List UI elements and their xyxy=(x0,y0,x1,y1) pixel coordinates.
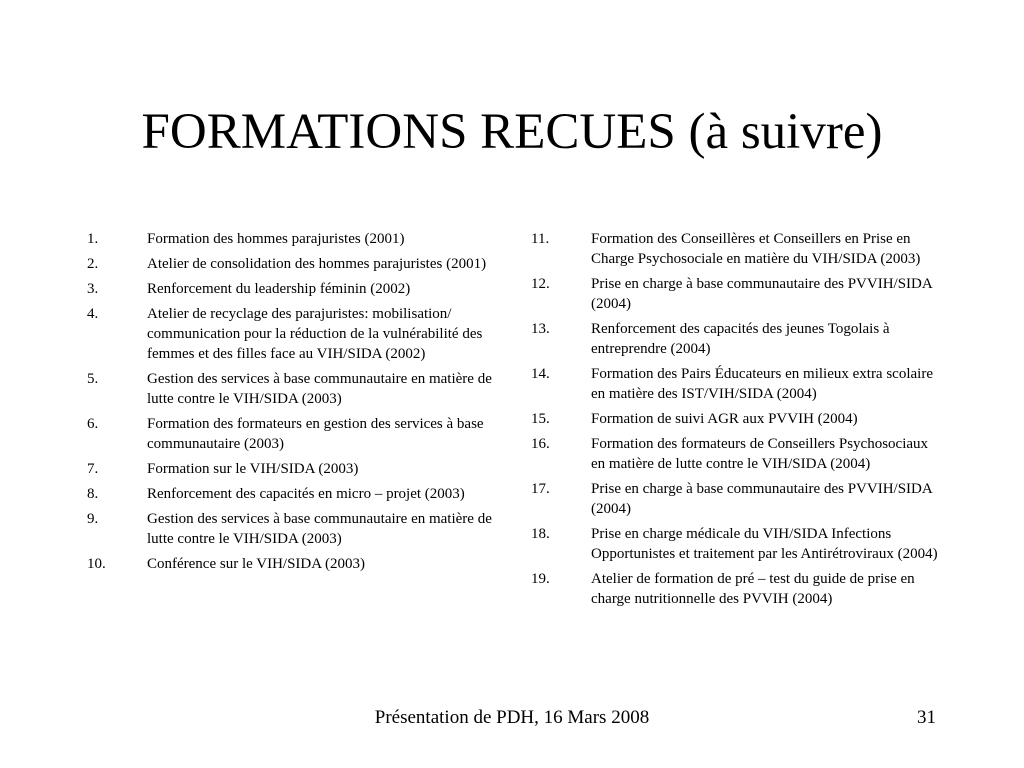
item-text: Atelier de consolidation des hommes parajuristes (2001) xyxy=(147,256,487,272)
list-item xyxy=(531,434,941,474)
item-text: Gestion des services à base communautaire en matière de lutte contre le VIH/SIDA (2003) xyxy=(147,511,492,547)
item-text: Conférence sur le VIH/SIDA (2003) xyxy=(147,556,366,572)
page-number: 31 xyxy=(917,707,936,728)
list-item xyxy=(87,414,497,454)
list-item xyxy=(531,364,941,404)
item-text: Prise en charge médicale du VIH/SIDA Infections Opportunistes et traitement par les Antirétroviraux (2004) xyxy=(591,526,938,562)
item-number: 5. xyxy=(87,371,99,387)
item-text: Formation des formateurs en gestion des services à base communautaire (2003) xyxy=(147,416,484,452)
list-item xyxy=(87,459,497,479)
list-item xyxy=(531,409,941,429)
item-number: 14. xyxy=(531,366,550,382)
list-item xyxy=(87,509,497,549)
item-number: 16. xyxy=(531,436,550,452)
item-text: Renforcement du leadership féminin (2002) xyxy=(147,281,411,297)
list-item xyxy=(531,274,941,314)
item-text: Atelier de recyclage des parajuristes: mobilisation/ communication pour la réduction de la vulnérabilité des femmes et des filles face au VIH/SIDA (2002) xyxy=(147,306,483,362)
item-text: Formation des hommes parajuristes (2001) xyxy=(147,231,405,247)
item-text: Renforcement des capacités en micro – projet (2003) xyxy=(147,486,465,502)
item-number: 7. xyxy=(87,461,99,477)
training-list-left xyxy=(87,229,497,579)
item-text: Gestion des services à base communautaire en matière de lutte contre le VIH/SIDA (2003) xyxy=(147,371,492,407)
list-item xyxy=(531,229,941,269)
item-text: Formation des Conseillères et Conseillers en Prise en Charge Psychosociale en matière du VIH/SIDA (2003) xyxy=(591,231,921,267)
item-text: Formation sur le VIH/SIDA (2003) xyxy=(147,461,359,477)
list-item xyxy=(87,304,497,364)
item-number: 11. xyxy=(531,231,550,247)
item-number: 8. xyxy=(87,486,99,502)
slide-footer: Présentation de PDH, 16 Mars 2008 xyxy=(374,707,650,728)
item-number: 2. xyxy=(87,256,99,272)
item-number: 19. xyxy=(531,571,550,587)
list-item xyxy=(87,369,497,409)
list-item xyxy=(531,569,941,609)
item-number: 3. xyxy=(87,281,99,297)
item-number: 6. xyxy=(87,416,99,432)
item-number: 9. xyxy=(87,511,99,527)
item-number: 18. xyxy=(531,526,550,542)
item-text: Formation des Pairs Éducateurs en milieux extra scolaire en matière des IST/VIH/SIDA (2004) xyxy=(591,366,933,402)
item-text: Prise en charge à base communautaire des PVVIH/SIDA (2004) xyxy=(591,276,932,312)
list-item xyxy=(87,254,497,274)
item-number: 1. xyxy=(87,231,99,247)
item-text: Formation de suivi AGR aux PVVIH (2004) xyxy=(591,411,858,427)
item-number: 13. xyxy=(531,321,550,337)
item-text: Formation des formateurs de Conseillers Psychosociaux en matière de lutte contre le VIH/SIDA (2004) xyxy=(591,436,929,472)
item-number: 15. xyxy=(531,411,550,427)
slide-title: FORMATIONS RECUES (à suivre) xyxy=(141,104,883,160)
list-item xyxy=(87,229,497,249)
list-item xyxy=(87,279,497,299)
list-item xyxy=(531,479,941,519)
item-text: Renforcement des capacités des jeunes Togolais à entreprendre (2004) xyxy=(591,321,890,357)
training-list-right xyxy=(531,229,941,614)
item-number: 17. xyxy=(531,481,550,497)
item-text: Prise en charge à base communautaire des PVVIH/SIDA (2004) xyxy=(591,481,932,517)
list-item xyxy=(87,554,497,574)
item-number: 10. xyxy=(87,556,106,572)
item-text: Atelier de formation de pré – test du guide de prise en charge nutritionnelle des PVVIH (2004) xyxy=(591,571,915,607)
list-item xyxy=(531,319,941,359)
item-number: 12. xyxy=(531,276,550,292)
list-item xyxy=(87,484,497,504)
item-number: 4. xyxy=(87,306,99,322)
list-item xyxy=(531,524,941,564)
